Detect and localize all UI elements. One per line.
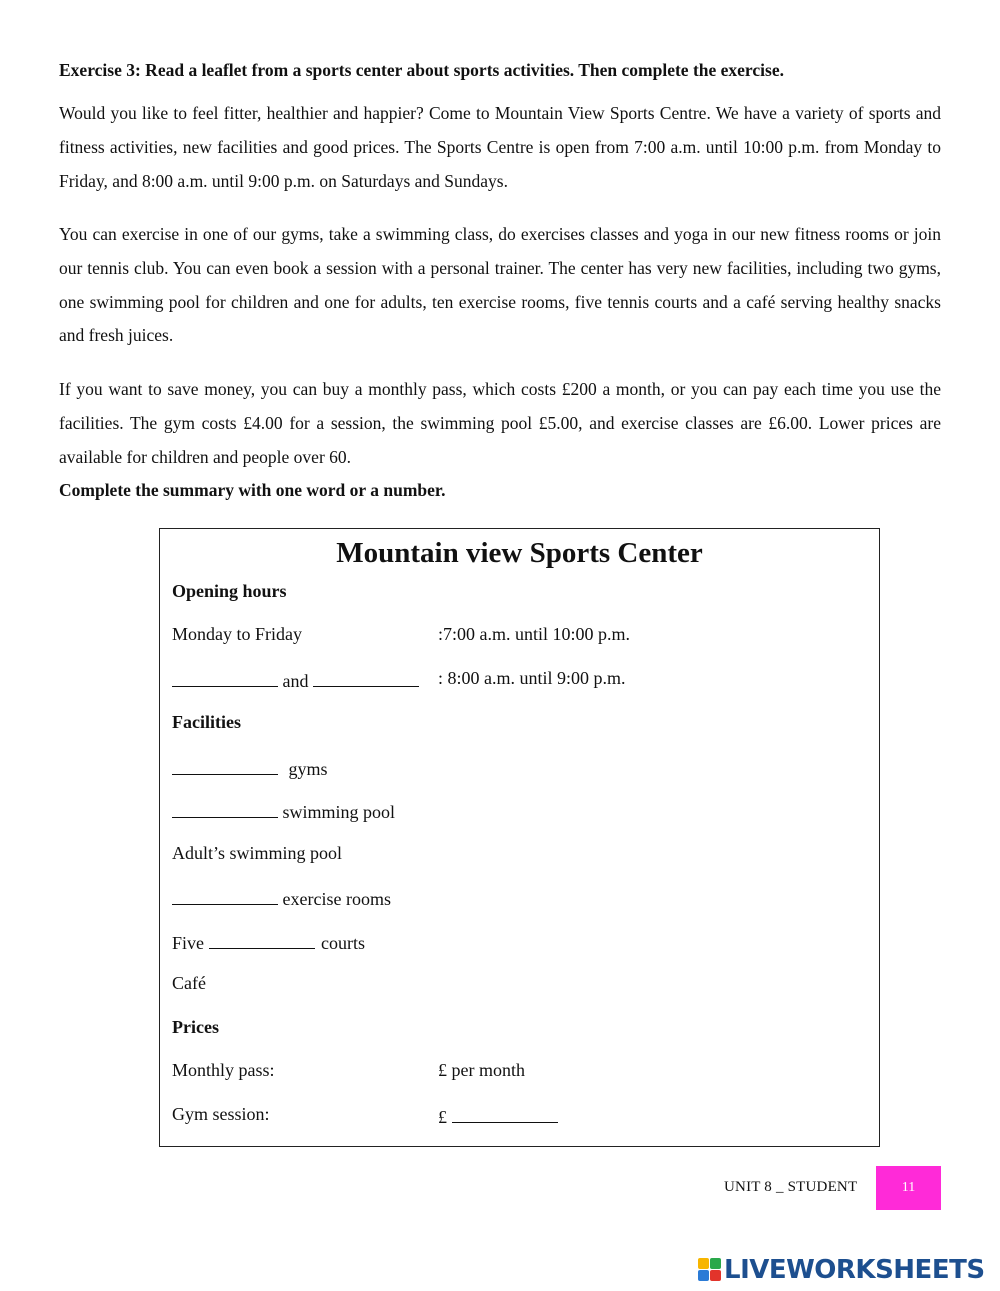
page-number-badge: 11 bbox=[876, 1166, 941, 1210]
summary-instruction: Complete the summary with one word or a number. bbox=[59, 480, 446, 500]
summary-box bbox=[159, 528, 880, 1147]
weekend-day-1-blank[interactable] bbox=[172, 668, 278, 687]
courts-type-blank[interactable] bbox=[209, 930, 315, 949]
weekday-label: Monday to Friday bbox=[172, 624, 302, 644]
gyms-row bbox=[172, 756, 328, 780]
gym-session-price-blank[interactable] bbox=[452, 1104, 558, 1123]
adult-pool-label: Adult’s swimming pool bbox=[172, 843, 343, 863]
cafe-label: Café bbox=[172, 973, 206, 993]
swimming-pool-blank[interactable] bbox=[172, 799, 278, 818]
swimming-pool-row bbox=[172, 799, 395, 823]
leaflet-paragraph-1: Would you like to feel fitter, healthier and happier? Come to Mountain View Sports Centre. We have a variety of sports and fitness activities, new facilities and good prices. The Sports Centre is open from 7:00 a.m. until 10:00 p.m. from Monday to Friday, and 8:00 a.m. until 9:00 p.m. on Saturdays and Sundays. bbox=[59, 103, 941, 191]
monthly-pass-row bbox=[172, 1060, 872, 1081]
swimming-pool-label: swimming pool bbox=[282, 802, 396, 822]
gym-session-label: Gym session: bbox=[172, 1104, 270, 1124]
gym-session-row bbox=[172, 1104, 872, 1125]
weekend-and-label: and bbox=[282, 671, 309, 691]
exercise-rooms-label: exercise rooms bbox=[282, 889, 391, 909]
weekend-row bbox=[172, 668, 872, 692]
weekday-row bbox=[172, 624, 630, 645]
leaflet-paragraph-3: If you want to save money, you can buy a monthly pass, which costs £200 a month, or you can pay each time you use the facilities. The gym costs £4.00 for a session, the swimming pool £5.00, and exercise classes are £6.00. Lower prices are available for children and people over 60. bbox=[59, 379, 941, 467]
weekend-day-2-blank[interactable] bbox=[313, 668, 419, 687]
gym-session-currency: £ bbox=[438, 1107, 447, 1127]
facilities-heading: Facilities bbox=[172, 712, 241, 732]
gyms-label: gyms bbox=[288, 759, 328, 779]
weekday-hours: :7:00 a.m. until 10:00 p.m. bbox=[438, 624, 630, 644]
leaflet-paragraph-2: You can exercise in one of our gyms, take a swimming class, do exercises classes and yoga in our new fitness rooms or join our tennis club. You can even book a session with a personal trainer. The center has very new facilities, including two gyms, one swimming pool for children and one for adults, ten exercise rooms, five tennis courts and a café serving healthy snacks and fresh juices. bbox=[59, 224, 941, 346]
liveworksheets-logo bbox=[698, 1255, 985, 1285]
liveworksheets-logo-text: LIVEWORKSHEETS bbox=[724, 1255, 985, 1285]
five-label: Five bbox=[172, 933, 205, 953]
opening-hours-heading: Opening hours bbox=[172, 581, 287, 601]
monthly-pass-label: Monthly pass: bbox=[172, 1060, 275, 1080]
exercise-rooms-blank[interactable] bbox=[172, 886, 278, 905]
prices-heading: Prices bbox=[172, 1017, 219, 1037]
footer-unit-label: UNIT 8 _ STUDENT bbox=[724, 1179, 858, 1195]
summary-title: Mountain view Sports Center bbox=[336, 537, 703, 569]
liveworksheets-logo-icon bbox=[698, 1258, 722, 1282]
gyms-count-blank[interactable] bbox=[172, 756, 278, 775]
gym-session-value bbox=[438, 1104, 558, 1128]
courts-label: courts bbox=[321, 933, 366, 953]
exercise-rooms-row bbox=[172, 886, 391, 910]
exercise-heading: Exercise 3: Read a leaflet from a sports center about sports activities. Then complete the exercise. bbox=[59, 60, 784, 80]
weekend-hours: : 8:00 a.m. until 9:00 p.m. bbox=[438, 668, 626, 688]
monthly-pass-value: £ per month bbox=[438, 1060, 525, 1080]
courts-row bbox=[172, 930, 365, 954]
